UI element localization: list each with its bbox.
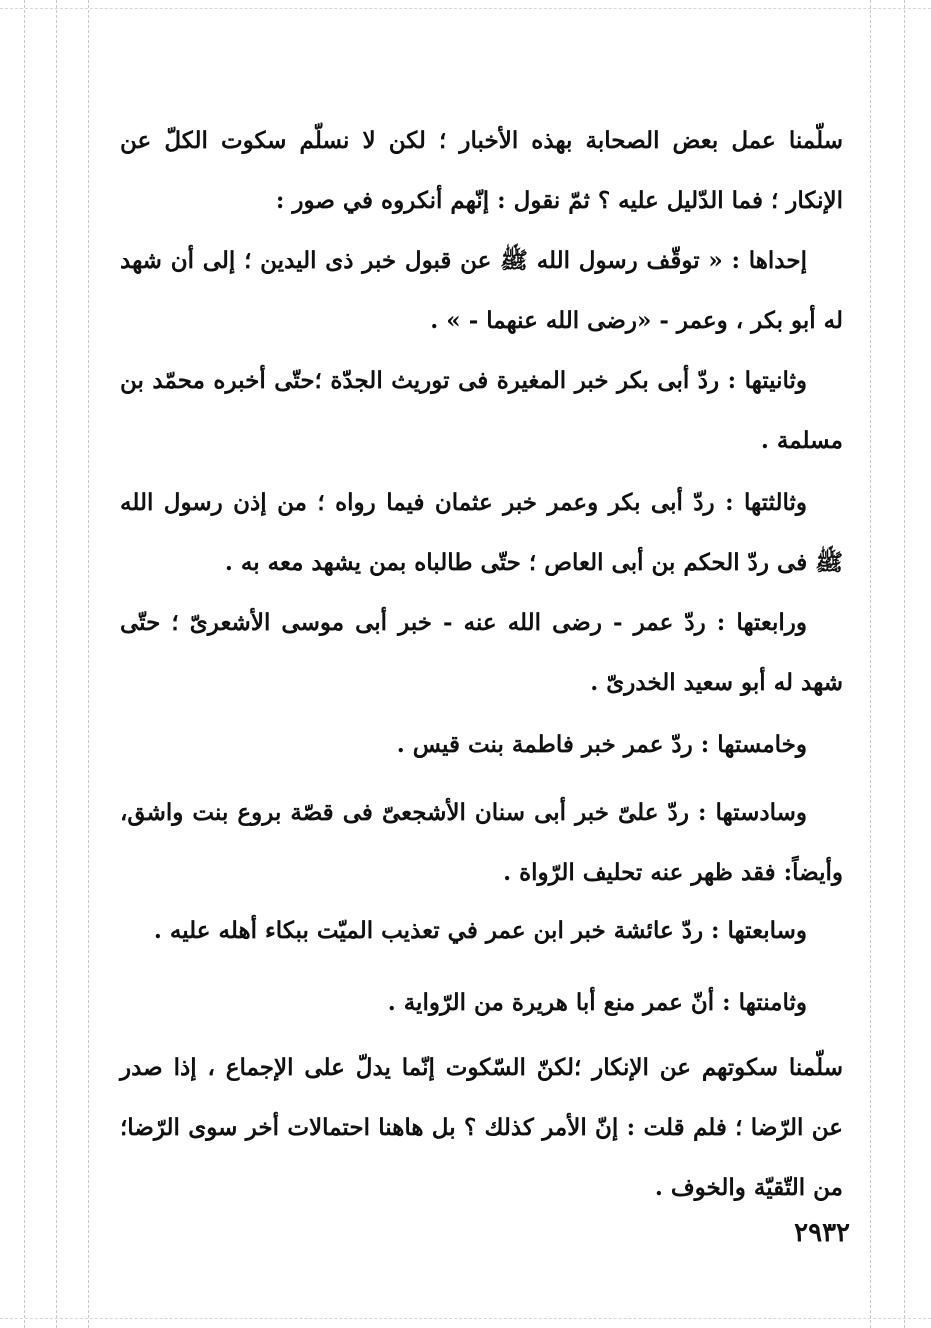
paragraph: وخامستها : ردّ عمر خبر فاطمة بنت قيس . <box>396 731 807 758</box>
scan-guide-line <box>56 0 57 1328</box>
paragraph: سلّمنا سكوتهم عن الإنكار ؛لكنّ السّكوت إنّما يدلّ على الإجماع ، إذا صدر عن الرّضا ؛ فلم قلت : إنّ الأمر كذلك ؟ بل هاهنا احتمالات أخر سوى الرّضا؛ من التّقيّة والخوف . <box>120 1054 843 1201</box>
scan-guide-line <box>904 0 905 1328</box>
paragraph: إحداها : « توقّف رسول الله ﷺ عن قبول خبر ذى اليدين ؛ إلى أن شهد له أبو بكر ، وعمر - «رضى الله عنهما - » . <box>120 247 843 334</box>
paragraph: ورابعتها : ردّ عمر - رضى الله عنه - خبر أبى موسى الأشعرىّ ؛ حتّى شهد له أبو سعيد الخدرىّ . <box>120 609 843 696</box>
paragraph: وثامنتها : أنّ عمر منع أبا هريرة من الرّواية . <box>387 989 807 1016</box>
scan-guide-line <box>0 1318 931 1319</box>
paragraph: وثانيتها : ردّ أبى بكر خبر المغيرة فى توريث الجدّة ؛حتّى أخبره محمّد بن مسلمة . <box>120 367 843 454</box>
paragraph: سلّمنا عمل بعض الصحابة بهذه الأخبار ؛ لكن لا نسلّم سكوت الكلّ عن الإنكار ؛ فما الدّليل عليه ؟ ثمّ نقول : إنّهم أنكروه في صور : <box>120 127 843 214</box>
scan-guide-line <box>870 0 871 1328</box>
paragraph: وسابعتها : ردّ عائشة خبر ابن عمر في تعذيب الميّت ببكاء أهله عليه . <box>153 917 807 944</box>
page-number: ٢٩٣٢ <box>794 1218 850 1248</box>
paragraph: وسادستها : ردّ علىّ خبر أبى سنان الأشجعىّ فى قصّة بروع بنت واشق، وأيضاً: فقد ظهر عنه تحليف الرّواة . <box>120 799 843 886</box>
scan-guide-line <box>0 8 931 9</box>
paragraph: وثالثتها : ردّ أبى بكر وعمر خبر عثمان فيما رواه ؛ من إذن رسول الله ﷺ فى ردّ الحكم بن أبى العاص ؛ حتّى طالباه بمن يشهد معه به . <box>120 489 843 576</box>
scan-guide-line <box>24 0 25 1328</box>
scan-guide-line <box>88 0 89 1328</box>
